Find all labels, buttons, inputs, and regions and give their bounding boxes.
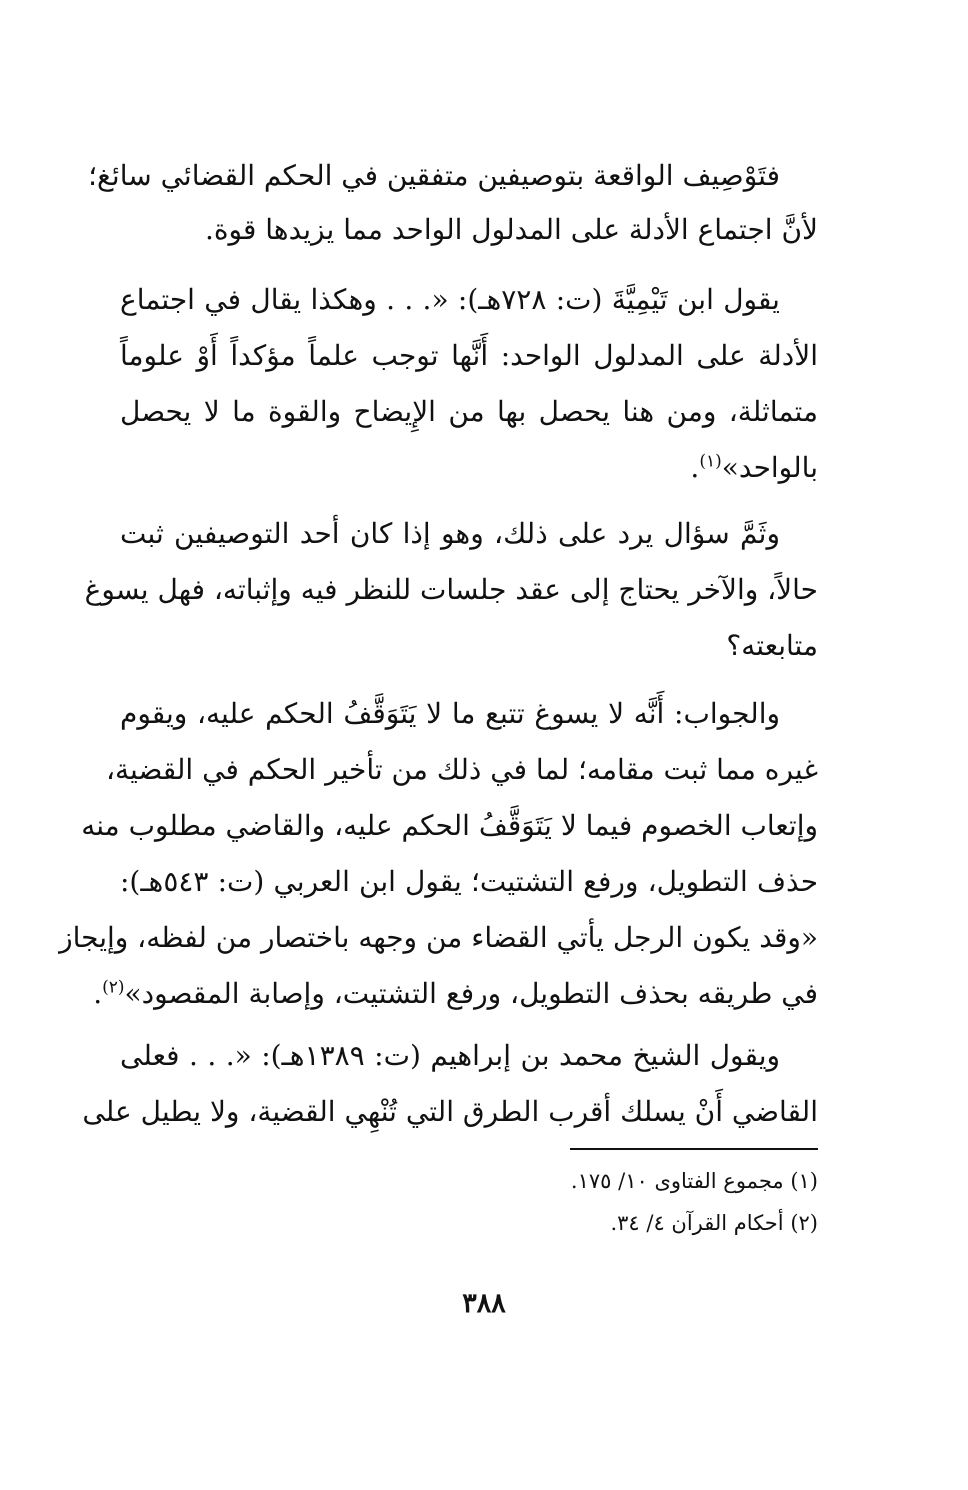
body-line: فتَوْصِيف الواقعة بتوصيفين متفقين في الحكم القضائي سائغ؛ [88, 159, 780, 192]
body-line: وثَمَّ سؤال يرد على ذلك، وهو إذا كان أحد التوصيفين ثبت [120, 517, 780, 550]
body-line: الأدلة على المدلول الواحد: أَنَّها توجب علماً مؤكداً أَوْ علوماً [120, 339, 818, 372]
body-line: لأنَّ اجتماع الأدلة على المدلول الواحد مما يزيدها قوة. [204, 213, 818, 246]
page-number: ٣٨٨ [462, 1288, 506, 1319]
body-text: . [690, 451, 700, 484]
body-line: وإتعاب الخصوم فيما لا يَتَوَقَّفُ الحكم عليه، والقاضي مطلوب منه [81, 809, 818, 842]
footnote-ref: (١) [699, 451, 722, 472]
body-line: «وقد يكون الرجل يأتي القضاء من وجهه باختصار من لفظه، وإيجاز [59, 921, 818, 954]
body-line [93, 974, 818, 1014]
body-line [690, 448, 818, 488]
footnote [571, 1166, 818, 1196]
footnote-text: أحكام القرآن ٤/ ٣٤. [610, 1211, 784, 1235]
footnote-number: (٢) [790, 1211, 818, 1235]
body-line: والجواب: أَنَّه لا يسوغ تتبع ما لا يَتَوَقَّفُ الحكم عليه، ويقوم [120, 697, 780, 730]
footnote-ref: (٢) [102, 977, 125, 998]
footnote [610, 1208, 818, 1238]
body-line: متابعته؟ [726, 629, 818, 662]
body-text: في طريقه بحذف التطويل، ورفع التشتيت، وإصابة المقصود» [124, 977, 818, 1010]
body-line: يقول ابن تَيْمِيَّةَ (ت: ٧٢٨هـ): «. . . وهكذا يقال في اجتماع [120, 283, 780, 316]
body-line: ويقول الشيخ محمد بن إبراهيم (ت: ١٣٨٩هـ): «. . . فعلى [120, 1039, 781, 1072]
body-line: حذف التطويل، ورفع التشتيت؛ يقول ابن العربي (ت: ٥٤٣هـ): [120, 865, 818, 898]
body-line: حالاً، والآخر يحتاج إلى عقد جلسات للنظر فيه وإثباته، فهل يسوغ [84, 573, 818, 606]
footnote-text: مجموع الفتاوى ١٠/ ١٧٥. [570, 1169, 784, 1193]
footnote-number: (١) [790, 1169, 818, 1193]
body-text: بالواحد» [721, 451, 818, 484]
body-line: غيره مما ثبت مقامه؛ لما في ذلك من تأخير الحكم في القضية، [105, 753, 818, 786]
footnote-separator [570, 1148, 818, 1150]
body-text: . [93, 977, 103, 1010]
body-line: متماثلة، ومن هنا يحصل بها من الإِيضاح والقوة ما لا يحصل [120, 395, 818, 428]
body-line: القاضي أَنْ يسلك أقرب الطرق التي تُنْهِي القضية، ولا يطيل على [82, 1095, 818, 1128]
